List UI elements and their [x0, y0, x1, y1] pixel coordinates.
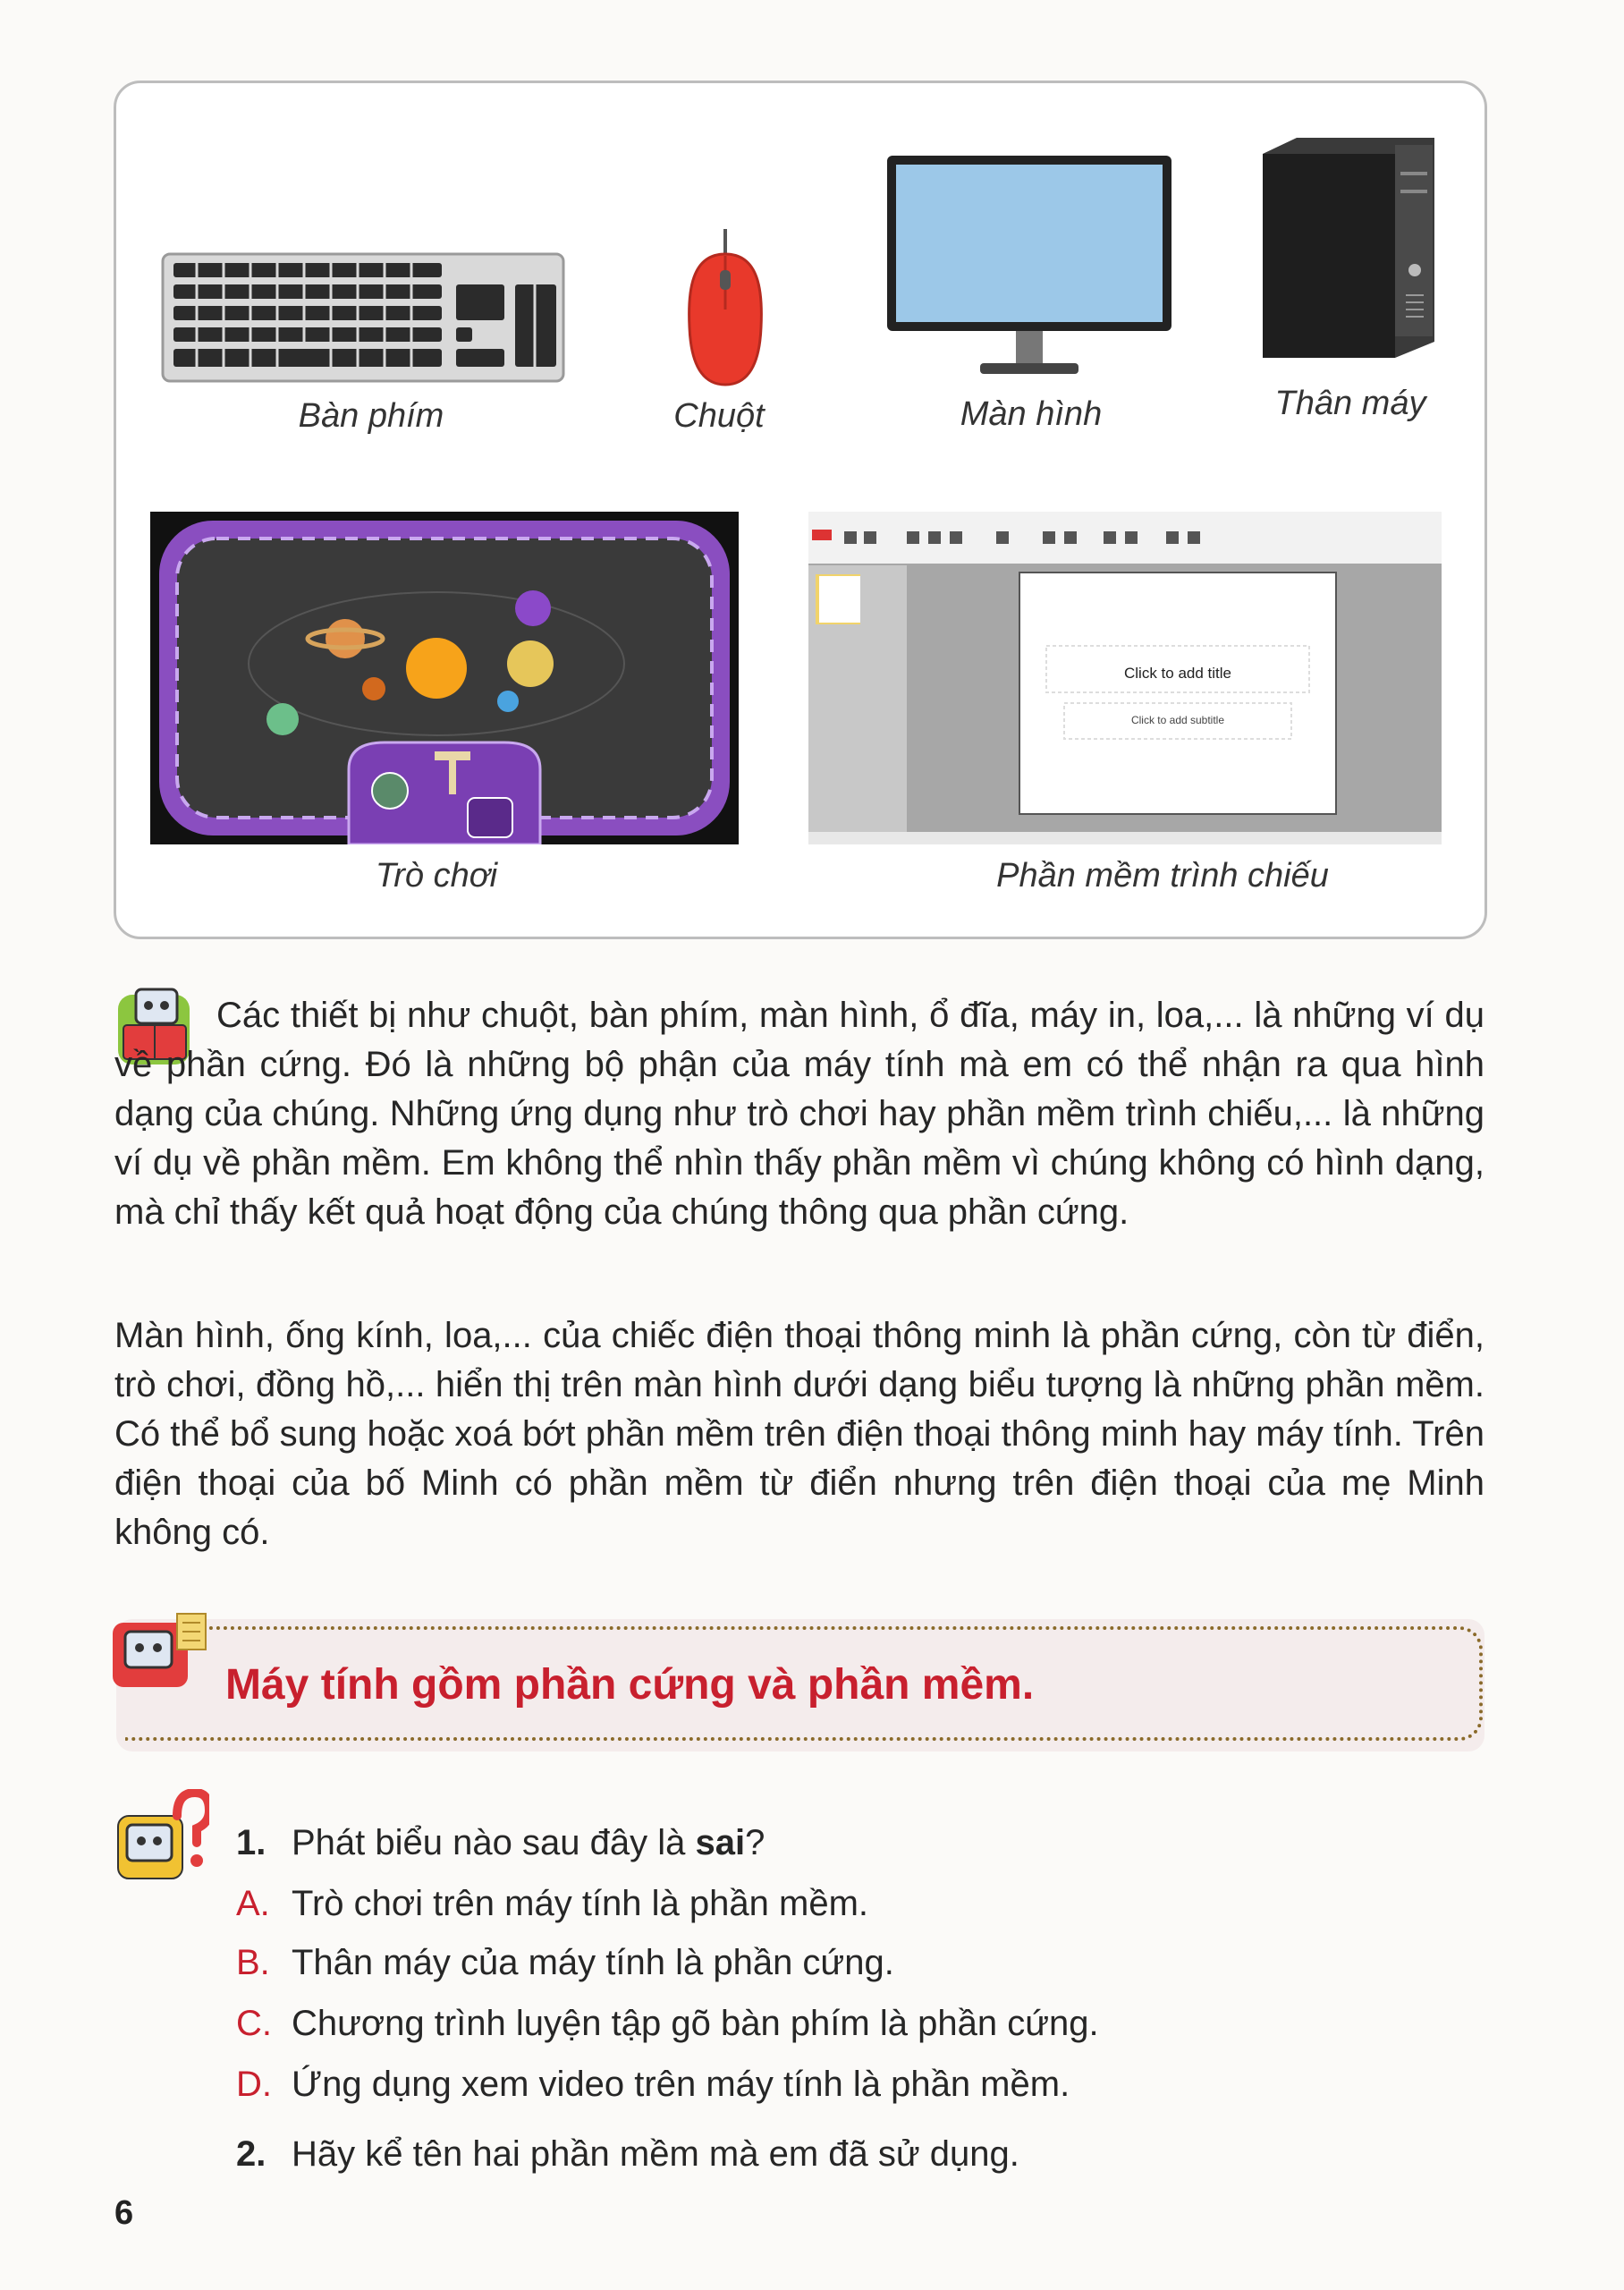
question-1-text-before: Phát biểu nào sau đây là	[292, 1823, 696, 1862]
question-1-number: 1.	[236, 1823, 266, 1862]
banner-title: Máy tính gồm phần cứng và phần mềm.	[225, 1661, 1035, 1709]
option-a-letter: A.	[236, 1884, 270, 1923]
presentation-software-image	[808, 512, 1442, 844]
caption-presentation-software: Phần mềm trình chiếu	[996, 857, 1329, 895]
option-b-text: Thân máy của máy tính là phần cứng.	[292, 1943, 894, 1982]
page-number: 6	[114, 2194, 134, 2232]
option-a-text: Trò chơi trên máy tính là phần mềm.	[292, 1884, 868, 1923]
caption-game: Trò chơi	[375, 857, 498, 895]
caption-keyboard: Bàn phím	[298, 397, 444, 435]
option-d-letter: D.	[236, 2065, 272, 2104]
monitor-image	[885, 154, 1173, 385]
game-image	[150, 512, 739, 844]
option-c	[236, 2004, 1099, 2044]
caption-monitor: Màn hình	[960, 395, 1103, 433]
paragraph-hardware-software	[114, 991, 1484, 1237]
option-a	[236, 1884, 868, 1924]
question-mascot-icon	[114, 1789, 209, 1886]
paragraph-2-text: Màn hình, ống kính, loa,... của chiếc điện thoại thông minh là phần cứng, còn từ điển, trò chơi, đồng hồ,... hiển thị trên màn hình dưới dạng biểu tượng là những phần mềm. Có thể bổ sung hoặc xoá bớt phần mềm trên điện thoại thông minh hay máy tính. Trên điện thoại của bố Minh có phần mềm từ điển nhưng trên điện thoại của mẹ Minh không có.	[114, 1316, 1484, 1552]
slide-title-placeholder: Click to add title	[1124, 665, 1231, 682]
option-c-letter: C.	[236, 2004, 272, 2043]
keyboard-image	[161, 252, 565, 385]
paragraph-1-text: Các thiết bị như chuột, bàn phím, màn hình, ổ đĩa, máy in, loa,... là những ví dụ về phần cứng. Đó là những bộ phận của máy tính mà em có thể nhận ra qua hình dạng của chúng. Những ứng dụng như trò chơi hay phần mềm trình chiếu,... là những ví dụ về phần mềm. Em không thể nhìn thấy phần mềm vì chúng không có hình dạng, mà chỉ thấy kết quả hoạt động của chúng thông qua phần cứng.	[114, 996, 1484, 1232]
mouse-image	[684, 229, 766, 388]
paragraph-smartphone	[114, 1311, 1484, 1557]
option-d-text: Ứng dụng xem video trên máy tính là phần mềm.	[292, 2065, 1070, 2104]
question-2-number: 2.	[236, 2134, 266, 2174]
question-1	[236, 1823, 765, 1863]
option-c-text: Chương trình luyện tập gõ bàn phím là phần cứng.	[292, 2004, 1099, 2043]
caption-mouse: Chuột	[673, 397, 765, 435]
question-1-text-after: ?	[745, 1823, 765, 1862]
key-point-mascot-icon	[109, 1610, 211, 1692]
question-2	[236, 2134, 1019, 2175]
question-2-text: Hãy kể tên hai phần mềm mà em đã sử dụng.	[292, 2134, 1019, 2174]
option-b-letter: B.	[236, 1943, 270, 1982]
slide-subtitle-placeholder: Click to add subtitle	[1130, 714, 1225, 726]
question-1-bold-word: sai	[695, 1823, 746, 1862]
computer-case-image	[1261, 136, 1436, 360]
caption-computer-case: Thân máy	[1274, 385, 1426, 422]
option-d	[236, 2065, 1070, 2105]
option-b	[236, 1943, 894, 1983]
